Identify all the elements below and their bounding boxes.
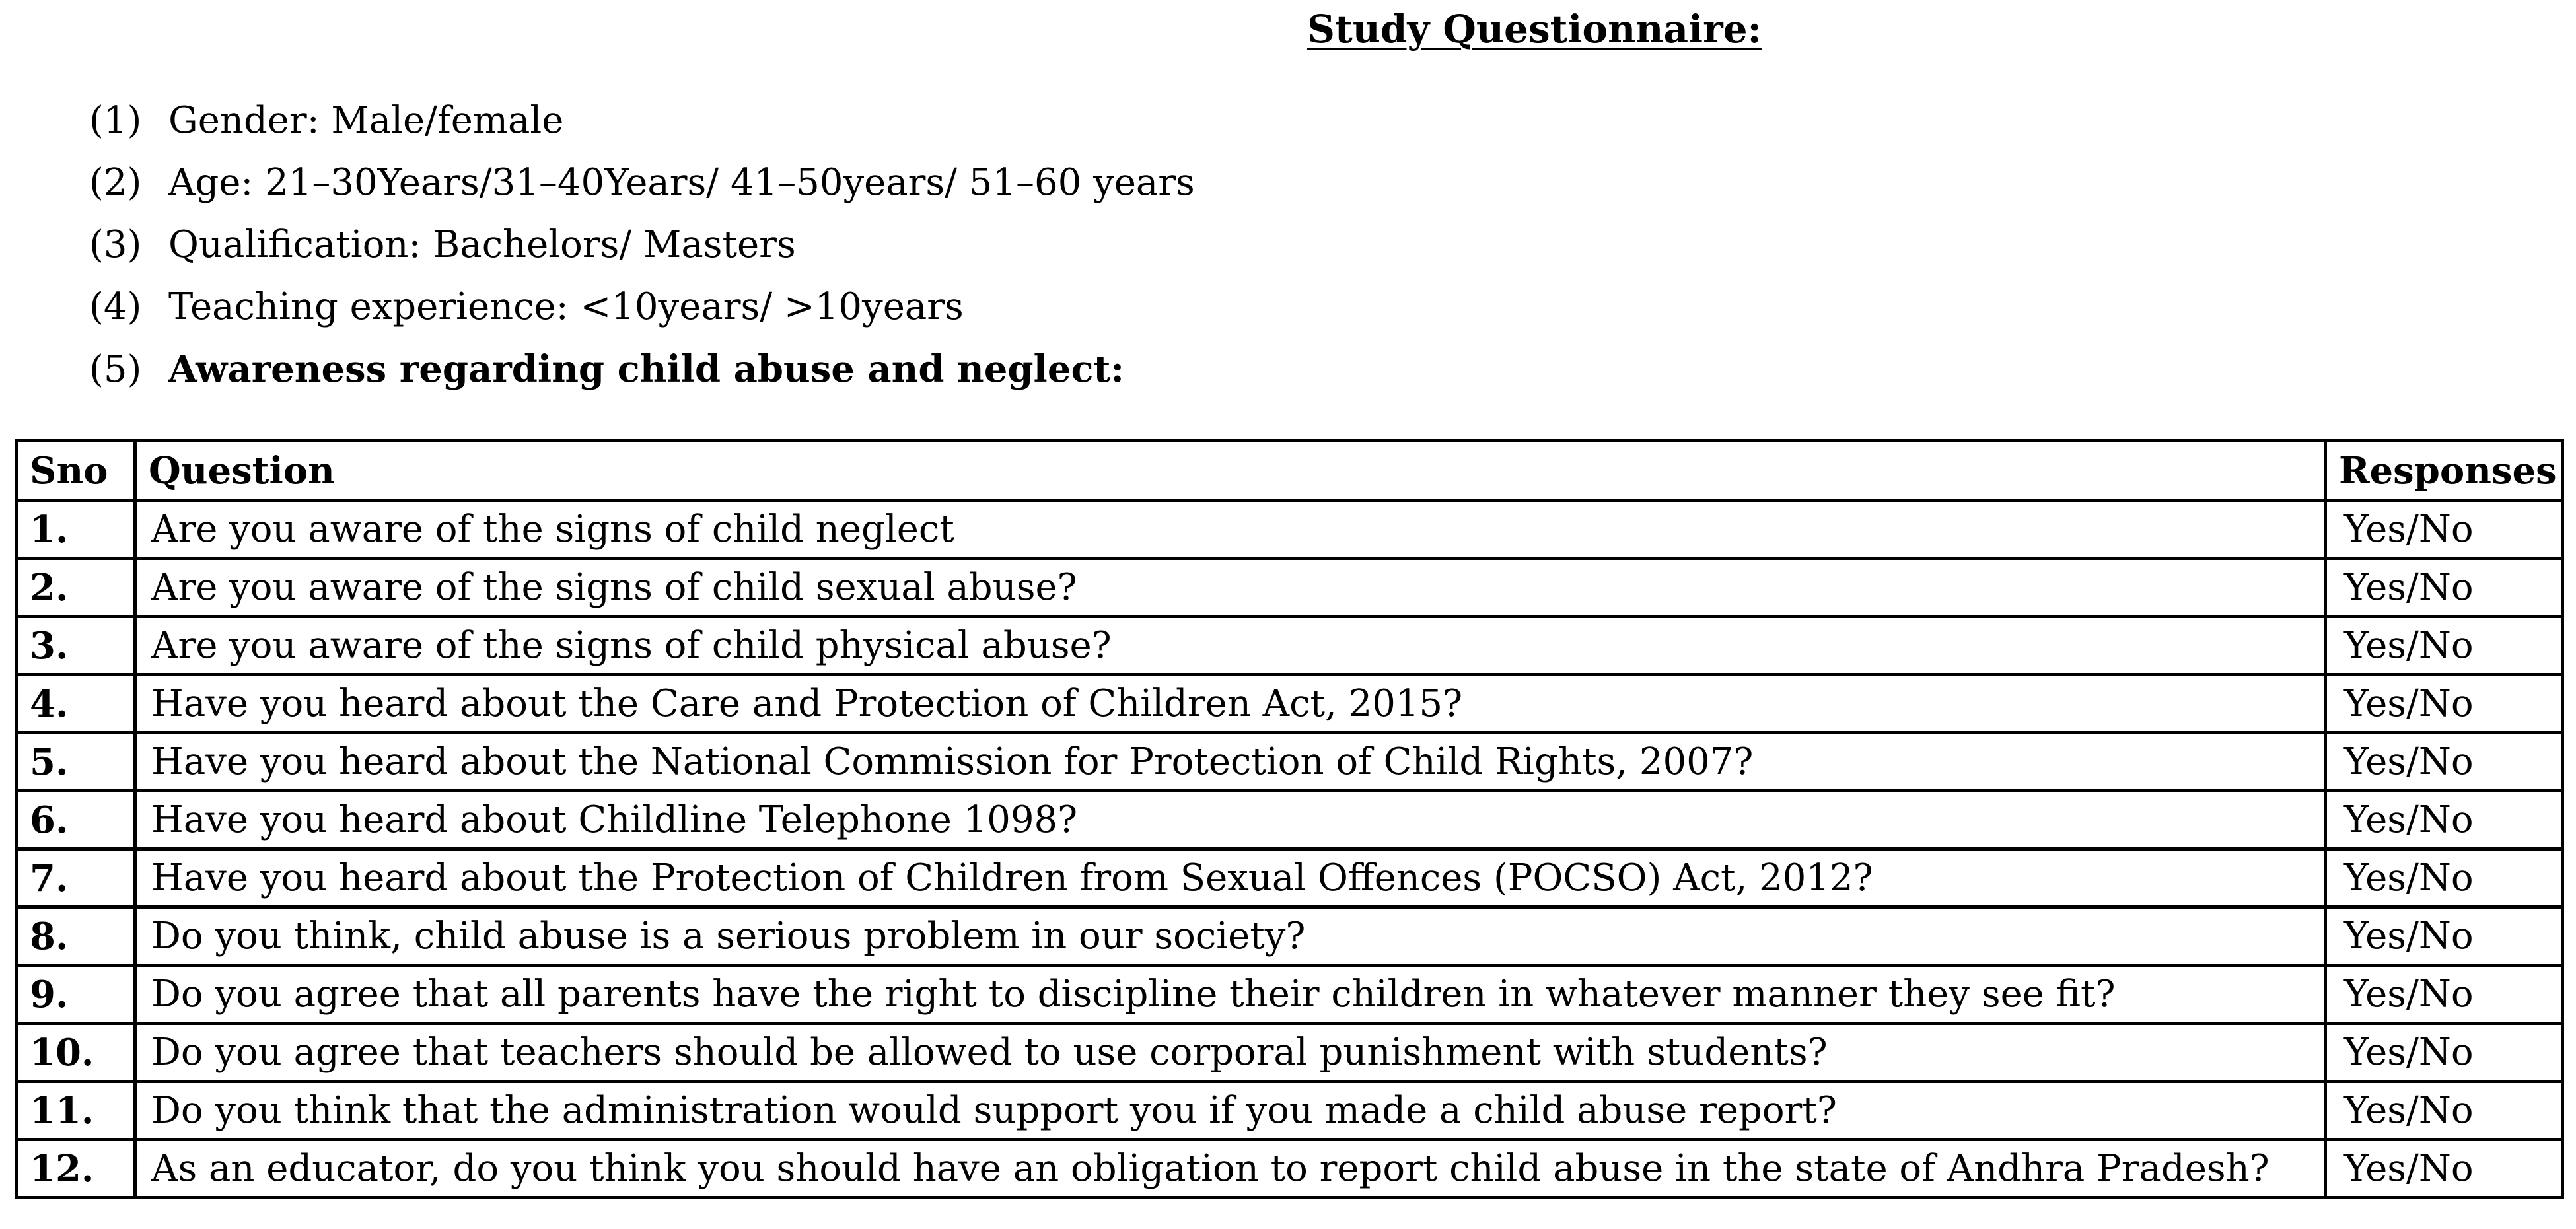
table-row <box>17 791 2563 849</box>
item-number: (1) <box>89 99 142 142</box>
row-question: Have you heard about the Care and Protection of Children Act, 2015? <box>135 675 2326 733</box>
row-sno: 11. <box>17 1082 135 1140</box>
table-row <box>17 501 2563 559</box>
row-response: Yes/No <box>2326 1140 2563 1198</box>
row-response: Yes/No <box>2326 501 2563 559</box>
demographic-item-gender <box>89 99 1195 161</box>
row-response: Yes/No <box>2326 849 2563 907</box>
item-number: (3) <box>89 223 142 266</box>
row-sno: 3. <box>17 617 135 675</box>
item-text: Awareness regarding child abuse and neglect: <box>168 347 1125 391</box>
row-sno: 9. <box>17 966 135 1024</box>
item-text: Teaching experience: <10years/ >10years <box>168 285 964 328</box>
demographic-item-qualification <box>89 223 1195 285</box>
item-number: (4) <box>89 285 142 328</box>
table-row <box>17 617 2563 675</box>
row-response: Yes/No <box>2326 675 2563 733</box>
item-text: Gender: Male/female <box>168 99 564 142</box>
table-row <box>17 1140 2563 1198</box>
item-text: Age: 21–30Years/31–40Years/ 41–50years/ 51–60 years <box>168 161 1195 204</box>
page-title: Study Questionnaire: <box>1307 7 1762 52</box>
demographic-item-age <box>89 161 1195 223</box>
table-header-row <box>17 441 2563 501</box>
table-row <box>17 1024 2563 1082</box>
row-question: Do you think that the administration would support you if you made a child abuse report? <box>135 1082 2326 1140</box>
row-response: Yes/No <box>2326 559 2563 617</box>
row-question: Have you heard about the Protection of Children from Sexual Offences (POCSO) Act, 2012? <box>135 849 2326 907</box>
row-question: Do you agree that all parents have the right to discipline their children in whatever manner they see fit? <box>135 966 2326 1024</box>
table-row <box>17 849 2563 907</box>
row-sno: 8. <box>17 907 135 966</box>
row-sno: 6. <box>17 791 135 849</box>
table-row <box>17 907 2563 966</box>
row-sno: 10. <box>17 1024 135 1082</box>
row-response: Yes/No <box>2326 733 2563 791</box>
row-response: Yes/No <box>2326 1082 2563 1140</box>
row-question: Have you heard about Childline Telephone 1098? <box>135 791 2326 849</box>
row-response: Yes/No <box>2326 907 2563 966</box>
table-row <box>17 733 2563 791</box>
row-response: Yes/No <box>2326 1024 2563 1082</box>
row-question: Do you think, child abuse is a serious problem in our society? <box>135 907 2326 966</box>
demographic-item-experience <box>89 285 1195 347</box>
demographic-item-awareness <box>89 347 1195 409</box>
row-question: Are you aware of the signs of child sexual abuse? <box>135 559 2326 617</box>
row-sno: 1. <box>17 501 135 559</box>
row-sno: 12. <box>17 1140 135 1198</box>
table-row <box>17 1082 2563 1140</box>
row-question: Do you agree that teachers should be allowed to use corporal punishment with students? <box>135 1024 2326 1082</box>
item-number: (5) <box>89 348 142 391</box>
item-text: Qualification: Bachelors/ Masters <box>168 223 796 266</box>
row-sno: 2. <box>17 559 135 617</box>
table-body <box>17 501 2563 1198</box>
row-question: Are you aware of the signs of child neglect <box>135 501 2326 559</box>
questionnaire-table <box>15 439 2564 1199</box>
row-question: Are you aware of the signs of child physical abuse? <box>135 617 2326 675</box>
column-header-responses: Responses <box>2326 441 2563 501</box>
column-header-sno: Sno <box>17 441 135 501</box>
demographics-list <box>89 99 1195 409</box>
row-sno: 5. <box>17 733 135 791</box>
row-response: Yes/No <box>2326 966 2563 1024</box>
table-row <box>17 675 2563 733</box>
column-header-question: Question <box>135 441 2326 501</box>
row-sno: 7. <box>17 849 135 907</box>
row-sno: 4. <box>17 675 135 733</box>
row-question: Have you heard about the National Commission for Protection of Child Rights, 2007? <box>135 733 2326 791</box>
row-response: Yes/No <box>2326 791 2563 849</box>
row-response: Yes/No <box>2326 617 2563 675</box>
table-row <box>17 559 2563 617</box>
row-question: As an educator, do you think you should have an obligation to report child abuse in the state of Andhra Pradesh? <box>135 1140 2326 1198</box>
item-number: (2) <box>89 161 142 204</box>
table-row <box>17 966 2563 1024</box>
